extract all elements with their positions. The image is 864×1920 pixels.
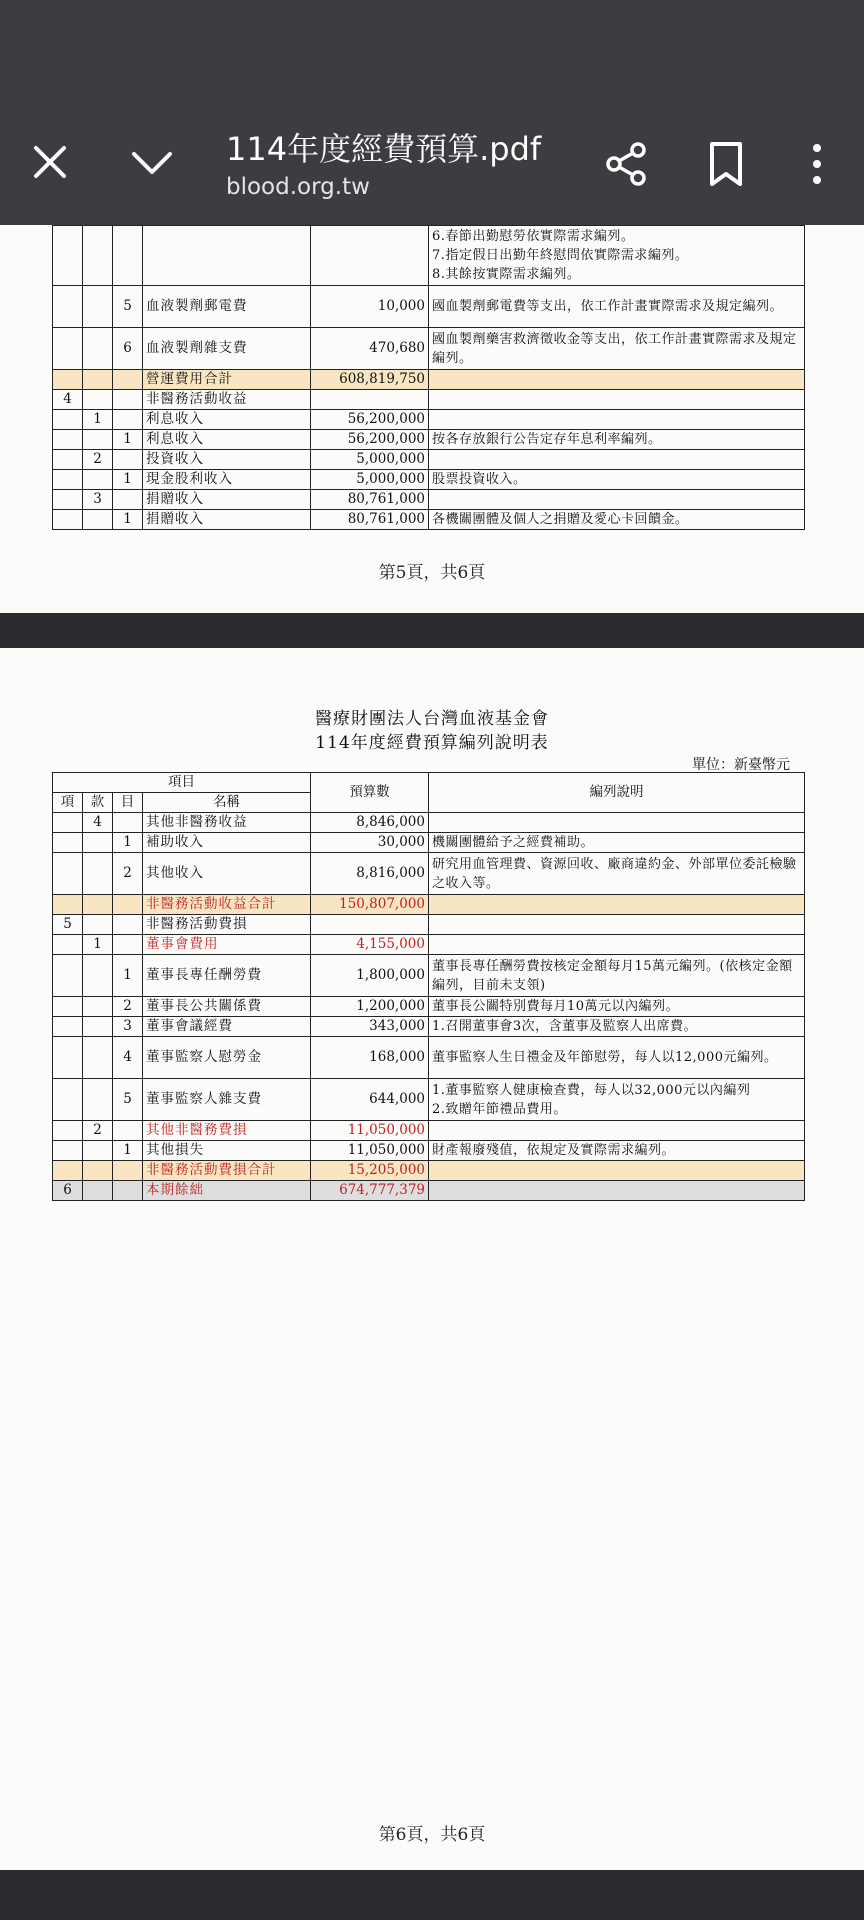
row-name-cell: 非醫務活動收益合計 <box>143 895 311 915</box>
table-row <box>53 390 805 410</box>
row-note-cell <box>429 1181 805 1201</box>
table-row <box>53 915 805 935</box>
row-mu-cell <box>113 895 143 915</box>
pdf-page-5 <box>0 225 864 613</box>
row-note-cell: 按各存放銀行公告定存年息利率編列。 <box>429 430 805 450</box>
row-mu-cell: 1 <box>113 955 143 997</box>
row-xiang-cell <box>53 895 83 915</box>
row-note-cell <box>429 1161 805 1181</box>
organization-title: 醫療財團法人台灣血液基金會 <box>315 709 549 729</box>
row-note-cell: 董事長專任酬勞費按核定金額每月15萬元編列。(依核定金額編列，目前未支領) <box>429 955 805 997</box>
row-xiang-cell <box>53 997 83 1017</box>
header-kuan: 款 <box>83 793 113 813</box>
row-name-cell: 捐贈收入 <box>143 510 311 530</box>
table-row <box>53 955 805 997</box>
row-name-cell: 利息收入 <box>143 430 311 450</box>
row-note-cell: 財產報廢殘值，依規定及實際需求編列。 <box>429 1141 805 1161</box>
row-name-cell: 非醫務活動費損合計 <box>143 1161 311 1181</box>
currency-unit: 單位：新臺幣元 <box>692 757 790 773</box>
table-row <box>53 328 805 370</box>
row-name-cell: 董事監察人慰勞金 <box>143 1037 311 1079</box>
row-kuan-cell <box>83 286 113 328</box>
row-mu-cell: 5 <box>113 1079 143 1121</box>
chevron-down-icon[interactable] <box>128 146 176 180</box>
row-note-cell <box>429 895 805 915</box>
row-kuan-cell: 1 <box>83 410 113 430</box>
table-row <box>53 833 805 853</box>
header-xiang: 項 <box>53 793 83 813</box>
table-row <box>53 997 805 1017</box>
row-mu-cell <box>113 410 143 430</box>
row-kuan-cell <box>83 470 113 490</box>
row-mu-cell <box>113 935 143 955</box>
row-note-cell: 各機關團體及個人之捐贈及愛心卡回饋金。 <box>429 510 805 530</box>
budget-table-page6 <box>52 772 805 1201</box>
row-xiang-cell <box>53 853 83 895</box>
row-note-cell <box>429 1121 805 1141</box>
row-note-cell <box>429 450 805 470</box>
row-kuan-cell <box>83 510 113 530</box>
row-amount-cell: 56,200,000 <box>311 430 429 450</box>
row-amount-cell: 1,800,000 <box>311 955 429 997</box>
pdf-viewer-toolbar <box>0 0 864 225</box>
row-xiang-cell <box>53 490 83 510</box>
row-mu-cell <box>113 370 143 390</box>
table-row <box>53 895 805 915</box>
row-mu-cell <box>113 1181 143 1201</box>
table-row <box>53 1079 805 1121</box>
row-kuan-cell <box>83 328 113 370</box>
table-row <box>53 1141 805 1161</box>
row-name-cell: 董事監察人雜支費 <box>143 1079 311 1121</box>
page-number: 第6頁，共6頁 <box>378 1825 486 1845</box>
row-kuan-cell <box>83 955 113 997</box>
row-name-cell: 本期餘絀 <box>143 1181 311 1201</box>
row-mu-cell: 6 <box>113 328 143 370</box>
table-row <box>53 370 805 390</box>
row-mu-cell <box>113 1121 143 1141</box>
row-kuan-cell <box>83 1181 113 1201</box>
row-xiang-cell <box>53 935 83 955</box>
pdf-page-6 <box>0 648 864 1870</box>
row-amount-cell: 470,680 <box>311 328 429 370</box>
row-mu-cell: 2 <box>113 997 143 1017</box>
row-amount-cell: 11,050,000 <box>311 1141 429 1161</box>
row-xiang-cell <box>53 1079 83 1121</box>
row-amount-cell: 8,816,000 <box>311 853 429 895</box>
viewer-bottom-bar <box>0 1870 864 1920</box>
row-amount-cell: 10,000 <box>311 286 429 328</box>
row-amount-cell: 30,000 <box>311 833 429 853</box>
row-name-cell: 其他非醫務收益 <box>143 813 311 833</box>
row-amount-cell <box>311 915 429 935</box>
row-mu-cell: 1 <box>113 470 143 490</box>
table-row <box>53 1161 805 1181</box>
row-xiang-cell <box>53 328 83 370</box>
document-source-url: blood.org.tw <box>226 174 370 200</box>
row-amount-cell: 80,761,000 <box>311 510 429 530</box>
row-amount-cell: 8,846,000 <box>311 813 429 833</box>
row-kuan-cell: 3 <box>83 490 113 510</box>
row-kuan-cell <box>83 853 113 895</box>
table-row <box>53 1017 805 1037</box>
table-row <box>53 1037 805 1079</box>
row-note-cell: 研究用血管理費、資源回收、廠商違約金、外部單位委託檢驗之收入等。 <box>429 853 805 895</box>
row-amount-cell: 56,200,000 <box>311 410 429 430</box>
row-xiang-cell <box>53 226 83 286</box>
row-kuan-cell <box>83 1141 113 1161</box>
row-note-cell: 6.春節出勤慰勞依實際需求編列。 7.指定假日出勤年終慰問依實際需求編列。 8.其餘按實際需求編列。 <box>429 226 805 286</box>
table-row <box>53 490 805 510</box>
row-note-cell: 機關團體給予之經費補助。 <box>429 833 805 853</box>
table-row <box>53 853 805 895</box>
row-note-cell <box>429 490 805 510</box>
row-note-cell: 股票投資收入。 <box>429 470 805 490</box>
row-amount-cell: 343,000 <box>311 1017 429 1037</box>
row-note-cell <box>429 915 805 935</box>
table-row <box>53 1121 805 1141</box>
row-note-cell: 1.召開董事會3次，含董事及監察人出席費。 <box>429 1017 805 1037</box>
row-amount-cell: 674,777,379 <box>311 1181 429 1201</box>
row-xiang-cell <box>53 833 83 853</box>
row-name-cell: 營運費用合計 <box>143 370 311 390</box>
table-row <box>53 450 805 470</box>
row-xiang-cell <box>53 470 83 490</box>
share-icon[interactable] <box>604 141 648 187</box>
row-amount-cell: 608,819,750 <box>311 370 429 390</box>
row-name-cell <box>143 226 311 286</box>
row-amount-cell: 5,000,000 <box>311 450 429 470</box>
row-amount-cell: 168,000 <box>311 1037 429 1079</box>
row-amount-cell: 1,200,000 <box>311 997 429 1017</box>
row-note-cell <box>429 390 805 410</box>
header-budget: 預算數 <box>311 773 429 813</box>
row-xiang-cell <box>53 813 83 833</box>
row-xiang-cell <box>53 430 83 450</box>
row-xiang-cell <box>53 1017 83 1037</box>
row-name-cell: 血液製劑雜支費 <box>143 328 311 370</box>
row-kuan-cell <box>83 390 113 410</box>
row-xiang-cell <box>53 1037 83 1079</box>
row-xiang-cell <box>53 410 83 430</box>
row-mu-cell: 4 <box>113 1037 143 1079</box>
header-note: 編列說明 <box>429 773 805 813</box>
row-mu-cell: 2 <box>113 853 143 895</box>
header-name: 名稱 <box>143 793 311 813</box>
row-note-cell: 國血製劑郵電費等支出，依工作計畫實際需求及規定編列。 <box>429 286 805 328</box>
row-mu-cell <box>113 813 143 833</box>
row-mu-cell <box>113 1161 143 1181</box>
row-amount-cell: 644,000 <box>311 1079 429 1121</box>
row-xiang-cell <box>53 1121 83 1141</box>
row-amount-cell: 150,807,000 <box>311 895 429 915</box>
header-mu: 目 <box>113 793 143 813</box>
row-mu-cell: 5 <box>113 286 143 328</box>
row-name-cell: 投資收入 <box>143 450 311 470</box>
budget-table-page5 <box>52 225 805 530</box>
row-kuan-cell: 2 <box>83 450 113 470</box>
row-note-cell <box>429 935 805 955</box>
row-amount-cell <box>311 226 429 286</box>
row-xiang-cell: 6 <box>53 1181 83 1201</box>
row-note-cell <box>429 410 805 430</box>
bookmark-icon[interactable] <box>707 140 745 188</box>
row-xiang-cell <box>53 1161 83 1181</box>
row-name-cell: 其他損失 <box>143 1141 311 1161</box>
table-row <box>53 813 805 833</box>
close-icon[interactable] <box>30 142 70 182</box>
row-name-cell: 補助收入 <box>143 833 311 853</box>
row-kuan-cell <box>83 1017 113 1037</box>
row-name-cell: 董事長專任酬勞費 <box>143 955 311 997</box>
row-kuan-cell: 4 <box>83 813 113 833</box>
row-amount-cell: 80,761,000 <box>311 490 429 510</box>
row-amount-cell: 4,155,000 <box>311 935 429 955</box>
row-kuan-cell <box>83 833 113 853</box>
row-kuan-cell <box>83 915 113 935</box>
row-kuan-cell <box>83 1079 113 1121</box>
row-name-cell: 血液製劑郵電費 <box>143 286 311 328</box>
row-note-cell <box>429 370 805 390</box>
row-name-cell: 董事長公共關係費 <box>143 997 311 1017</box>
row-kuan-cell: 2 <box>83 1121 113 1141</box>
row-amount-cell <box>311 390 429 410</box>
row-xiang-cell: 5 <box>53 915 83 935</box>
table-row <box>53 510 805 530</box>
document-heading: 114年度經費預算編列說明表 <box>315 733 549 753</box>
row-kuan-cell <box>83 1161 113 1181</box>
row-name-cell: 現金股利收入 <box>143 470 311 490</box>
row-xiang-cell <box>53 370 83 390</box>
header-item: 項目 <box>53 773 311 793</box>
row-mu-cell: 3 <box>113 1017 143 1037</box>
table-row <box>53 470 805 490</box>
row-mu-cell <box>113 226 143 286</box>
row-xiang-cell <box>53 1141 83 1161</box>
row-xiang-cell <box>53 510 83 530</box>
table-row <box>53 410 805 430</box>
row-kuan-cell <box>83 1037 113 1079</box>
row-mu-cell <box>113 450 143 470</box>
row-name-cell: 董事會議經費 <box>143 1017 311 1037</box>
row-name-cell: 利息收入 <box>143 410 311 430</box>
row-note-cell <box>429 813 805 833</box>
row-note-cell: 1.董事監察人健康檢查費，每人以32,000元以內編列 2.致贈年節禮品費用。 <box>429 1079 805 1121</box>
table-row <box>53 1181 805 1201</box>
row-note-cell: 國血製劑藥害救濟徵收金等支出，依工作計畫實際需求及規定編列。 <box>429 328 805 370</box>
row-mu-cell: 1 <box>113 1141 143 1161</box>
more-options-icon[interactable] <box>805 142 829 186</box>
row-kuan-cell <box>83 997 113 1017</box>
row-kuan-cell <box>83 370 113 390</box>
row-mu-cell: 1 <box>113 833 143 853</box>
table-row <box>53 935 805 955</box>
row-kuan-cell <box>83 430 113 450</box>
row-name-cell: 其他收入 <box>143 853 311 895</box>
row-note-cell: 董事監察人生日禮金及年節慰勞，每人以12,000元編列。 <box>429 1037 805 1079</box>
row-mu-cell <box>113 915 143 935</box>
row-xiang-cell <box>53 286 83 328</box>
row-mu-cell <box>113 390 143 410</box>
row-name-cell: 非醫務活動費損 <box>143 915 311 935</box>
row-note-cell: 董事長公關特別費每月10萬元以內編列。 <box>429 997 805 1017</box>
table-row <box>53 430 805 450</box>
row-xiang-cell: 4 <box>53 390 83 410</box>
row-amount-cell: 15,205,000 <box>311 1161 429 1181</box>
row-mu-cell <box>113 490 143 510</box>
row-name-cell: 董事會費用 <box>143 935 311 955</box>
row-mu-cell: 1 <box>113 510 143 530</box>
row-name-cell: 其他非醫務費損 <box>143 1121 311 1141</box>
row-kuan-cell <box>83 895 113 915</box>
row-mu-cell: 1 <box>113 430 143 450</box>
row-xiang-cell <box>53 450 83 470</box>
row-kuan-cell <box>83 226 113 286</box>
table-row <box>53 286 805 328</box>
row-name-cell: 非醫務活動收益 <box>143 390 311 410</box>
row-xiang-cell <box>53 955 83 997</box>
document-title: 114年度經費預算.pdf <box>226 130 542 168</box>
row-kuan-cell: 1 <box>83 935 113 955</box>
page-number: 第5頁，共6頁 <box>378 563 486 583</box>
table-row <box>53 226 805 286</box>
row-amount-cell: 5,000,000 <box>311 470 429 490</box>
row-name-cell: 捐贈收入 <box>143 490 311 510</box>
row-amount-cell: 11,050,000 <box>311 1121 429 1141</box>
